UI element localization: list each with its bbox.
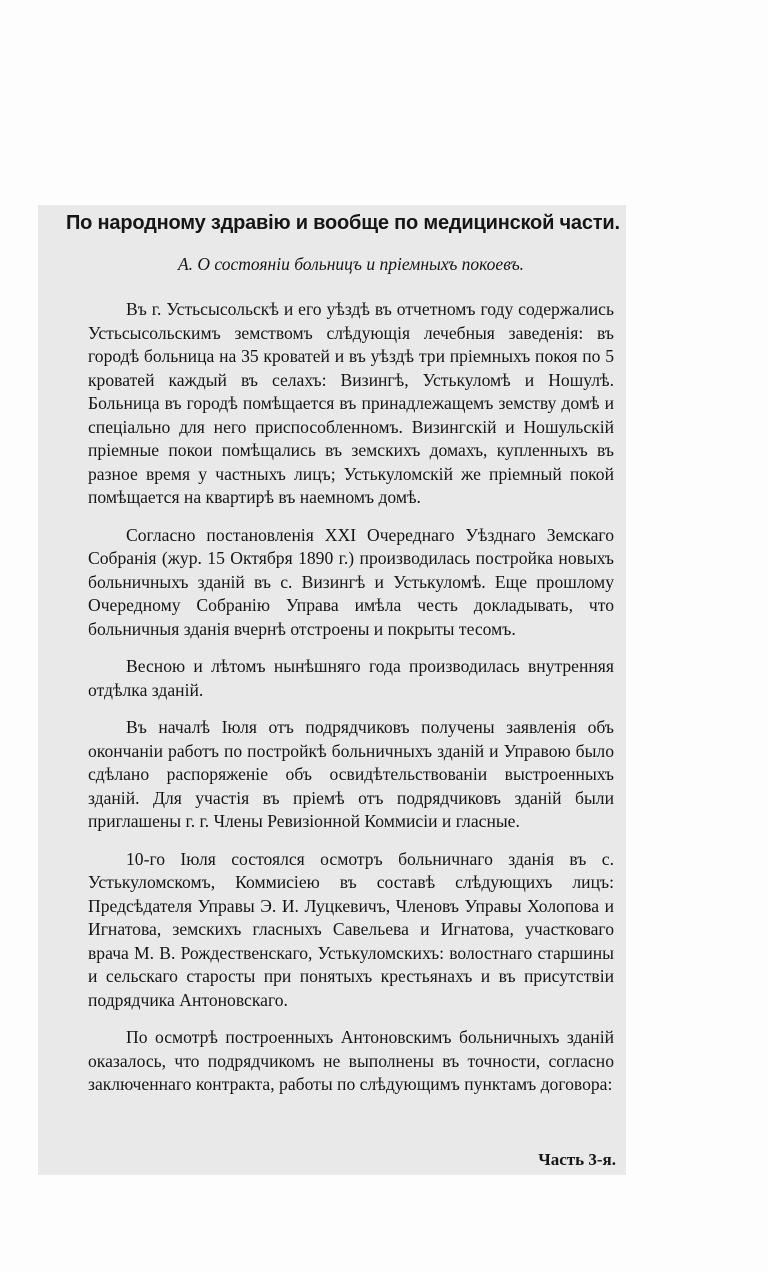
paragraph: Въ г. Устьсысольскѣ и его уѣздѣ въ отчетномъ году содержались Устьсысольскимъ земствомъ слѣдующія лечебныя заведенія: въ городѣ больница на 35 кроватей и въ уѣздѣ три пріемныхъ покоя по 5 кроватей каждый въ селахъ: Визингѣ, Устькуломѣ и Ношулѣ. Больница въ городѣ помѣщается въ принадлежащемъ земству домѣ и спеціально для него приспособленномъ. Визингскій и Ношульскій пріемные покои помѣщались въ земскихъ домахъ, купленныхъ въ разное время у частныхъ лицъ; Устькуломскій же пріемный покой помѣщается на квартирѣ въ наемномъ домѣ. xyxy=(88,299,614,507)
section-heading: По народному здравію и вообще по медицинской части. xyxy=(66,212,620,234)
paragraph: 10-го Іюля состоялся осмотръ больничнаго зданія въ с. Устькуломскомъ, Коммисіею въ составѣ слѣдующихъ лицъ: Предсѣдателя Управы Э. И. Луцкевичъ, Членовъ Управы Холопова и Игнатова, земскихъ гласныхъ Савельева и Игнатова, участковаго врача М. В. Рождественскаго, Устькуломскихъ: волостнаго старшины и сельскаго старосты при понятыхъ крестьянахъ и въ присутствіи подрядчика Антоновскаго. xyxy=(88,848,614,1010)
paragraph: По осмотрѣ построенныхъ Антоновскимъ больничныхъ зданій оказалось, что подрядчикомъ не выполнены въ точности, согласно заключеннаго контракта, работы по слѣдующимъ пунктамъ договора: xyxy=(88,1027,614,1094)
text-column xyxy=(66,210,620,1111)
signature-mark: Часть 3-я. xyxy=(538,1150,616,1169)
paragraph: Весною и лѣтомъ нынѣшняго года производилась внутренняя отдѣлка зданій. xyxy=(88,656,614,700)
subsection-heading: А. О состояніи больницъ и пріемныхъ покоевъ. xyxy=(177,254,525,274)
paragraph: Согласно постановленія XXI Очереднаго Уѣзднаго Земскаго Собранія (жур. 15 Октября 1890 г.) производилась постройка новыхъ больничныхъ зданій въ с. Визингѣ и Устькуломѣ. Еще прошлому Очередному Собранію Управа имѣла честь докладывать, что больничныя зданія вчернѣ отстроены и покрыты тесомъ. xyxy=(88,524,614,639)
paragraph: Въ началѣ Іюля отъ подрядчиковъ получены заявленія объ окончаніи работъ по постройкѣ больничныхъ зданій и Управою было сдѣлано распоряженіе объ освидѣтельствованіи выстроенныхъ зданій. Для участія въ пріемѣ отъ подрядчиковъ зданій были приглашены г. г. Члены Ревизіонной Коммисіи и гласные. xyxy=(88,717,614,831)
